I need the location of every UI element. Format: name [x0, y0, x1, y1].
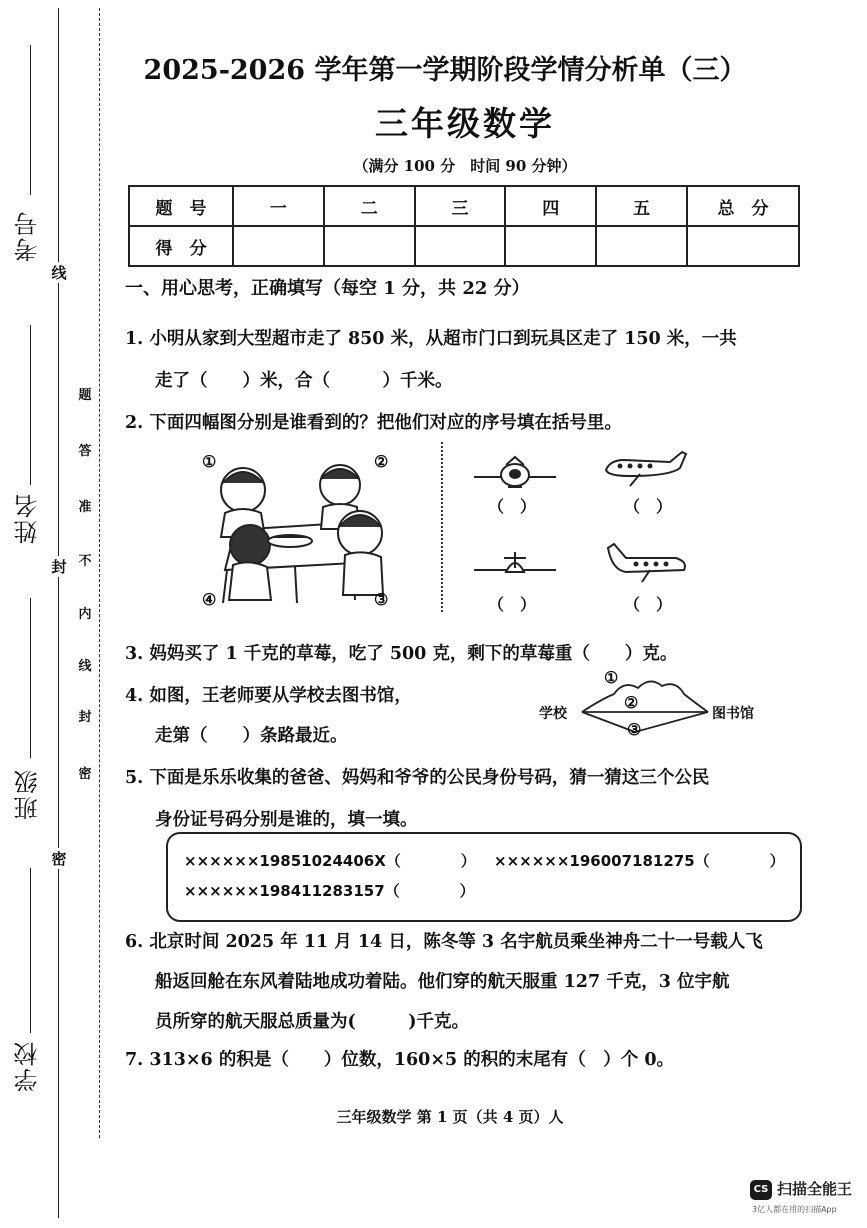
banji-label: 班级	[14, 768, 42, 820]
q1-line2: 走了（ ）米，合（ ）千米。	[155, 371, 453, 391]
q4-line2: 走第（ ）条路最近。	[155, 726, 348, 746]
xingming-write-line	[30, 325, 31, 485]
notice-char: 密	[77, 763, 93, 782]
q1-line1: 1. 小明从家到大型超市走了 850 米，从超市门口到玩具区走了 150 米，一共	[125, 329, 737, 349]
q2-answer-blank[interactable]: （ ）	[488, 497, 537, 516]
q2-figure-number: ④	[202, 590, 217, 609]
score-header-cell: 五	[596, 186, 687, 226]
seal-char-feng: 封	[51, 558, 67, 576]
score-table-score-row	[129, 226, 799, 266]
q2-answer-blank[interactable]: （ ）	[624, 595, 673, 614]
airplane-front-icon	[470, 455, 560, 495]
score-header-cell: 一	[233, 186, 324, 226]
camscanner-logo-icon: CS	[750, 1180, 772, 1200]
notice-char: 不	[77, 550, 93, 569]
q6-line3: 员所穿的航天服总质量为( )千克。	[155, 1012, 470, 1032]
notice-char: 准	[77, 496, 93, 515]
q2-answer-blank[interactable]: （ ）	[488, 595, 537, 614]
score-input-cell[interactable]	[687, 226, 799, 266]
id-number-box	[166, 832, 802, 922]
q2-text: 2. 下面四幅图分别是谁看到的？把他们对应的序号填在括号里。	[125, 413, 622, 433]
q3-text: 3. 妈妈买了 1 千克的草莓，吃了 500 克，剩下的草莓重（ ）克。	[125, 644, 678, 664]
notice-char: 线	[77, 655, 93, 674]
route-library-label: 图书馆	[712, 706, 754, 722]
score-row-label: 得 分	[129, 226, 233, 266]
q2-figure-number: ③	[374, 590, 389, 609]
q6-line2: 船返回舱在东风着陆地成功着陆。他们穿的航天服重 127 千克，3 位宇航	[155, 972, 730, 992]
notice-char: 封	[77, 706, 93, 725]
q6-line1: 6. 北京时间 2025 年 11 月 14 日，陈冬等 3 名宇航员乘坐神舟二十一号载人飞	[125, 932, 763, 952]
banji-write-line	[30, 598, 31, 758]
score-table	[128, 185, 800, 267]
score-table-header-row	[129, 186, 799, 226]
page-footer: 三年级数学 第 1 页（共 4 页）人	[336, 1108, 564, 1126]
subject-title: 三年级数学	[375, 104, 555, 143]
score-input-cell[interactable]	[596, 226, 687, 266]
q2-answer-blank[interactable]: （ ）	[624, 497, 673, 516]
score-header-cell: 二	[324, 186, 415, 226]
xuexiao-write-line	[30, 868, 31, 1033]
q5-line2: 身份证号码分别是谁的，填一填。	[155, 810, 418, 830]
id-number-item: ××××××198411283157（ ）	[184, 882, 475, 900]
seal-dashed-line	[99, 8, 100, 1138]
q7-text: 7. 313×6 的积是（ ）位数，160×5 的积的末尾有（ ）个 0。	[125, 1050, 675, 1070]
watermark-tagline: 3亿人都在用的扫描App	[752, 1205, 837, 1214]
score-header-cell: 四	[505, 186, 596, 226]
score-input-cell[interactable]	[324, 226, 415, 266]
route-diagram	[580, 670, 710, 750]
airplane-angled-icon	[600, 540, 692, 586]
airplane-back-icon	[470, 548, 560, 588]
seal-char-xian: 线	[51, 264, 67, 282]
score-header-cell: 题 号	[129, 186, 233, 226]
notice-char: 答	[77, 440, 93, 459]
kaohao-label: 考号	[14, 210, 42, 262]
score-input-cell[interactable]	[505, 226, 596, 266]
id-number-item: ××××××196007181275（ ）	[494, 852, 785, 870]
score-header-cell: 三	[415, 186, 506, 226]
score-input-cell[interactable]	[233, 226, 324, 266]
notice-char: 内	[77, 603, 93, 622]
route-number: ③	[627, 720, 642, 739]
q5-line1: 5. 下面是乐乐收集的爸爸、妈妈和爷爷的公民身份号码，猜一猜这三个公民	[125, 768, 710, 788]
xuexiao-label: 学校	[14, 1040, 42, 1092]
score-input-cell[interactable]	[415, 226, 506, 266]
q4-line1: 4. 如图，王老师要从学校去图书馆，	[125, 686, 412, 706]
q2-figure-number: ②	[374, 452, 389, 471]
seal-char-mi: 密	[51, 850, 67, 868]
exam-meta: （满分 100 分 时间 90 分钟）	[353, 157, 577, 175]
route-number: ②	[624, 693, 639, 712]
notice-char: 题	[77, 384, 93, 403]
children-table-figure	[195, 445, 395, 615]
score-header-cell: 总 分	[687, 186, 799, 226]
exam-title: 2025-2026 学年第一学期阶段学情分析单（三）	[143, 55, 747, 86]
route-number: ①	[604, 668, 619, 687]
margin-border-line	[58, 8, 59, 1218]
xingming-label: 姓名	[14, 492, 42, 544]
airplane-side-icon	[600, 450, 690, 490]
figure-separator	[441, 442, 443, 612]
watermark-app-name: 扫描全能王	[777, 1180, 853, 1198]
section1-title: 一、用心思考，正确填写（每空 1 分，共 22 分）	[125, 278, 530, 299]
route-school-label: 学校	[539, 706, 567, 722]
id-number-item: ××××××19851024406X（ ）	[184, 852, 476, 870]
q2-figure-number: ①	[202, 452, 217, 471]
